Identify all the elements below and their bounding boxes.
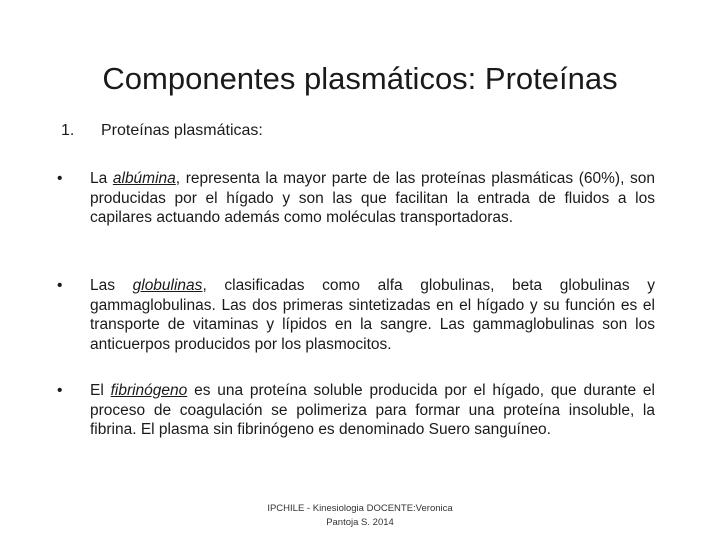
bullet-fibrinogeno	[57, 381, 655, 440]
bullet-prefix: El	[90, 382, 111, 399]
footer-line-2: Pantoja S. 2014	[326, 517, 394, 528]
bullet-text	[90, 276, 655, 354]
numbered-item	[61, 121, 263, 141]
bullet-text	[90, 381, 655, 440]
item-heading: Proteínas plasmáticas:	[101, 122, 263, 139]
bullet-term: fibrinógeno	[110, 382, 188, 399]
slide-footer	[250, 502, 470, 530]
bullet-prefix: La	[90, 170, 113, 187]
bullet-term: albúmina	[112, 170, 176, 187]
bullet-prefix: Las	[90, 277, 133, 294]
bullet-text	[90, 169, 655, 228]
bullet-term: globulinas	[132, 277, 203, 294]
bullet-rest: , representa la mayor parte de las proteínas plasmáticas (60%), son producidas por el hígado y son las que facilitan la entrada de fluidos a los capilares actuando además como moléculas transportadoras.	[90, 170, 655, 226]
bullet-marker: •	[57, 170, 63, 187]
bullet-globulinas	[57, 276, 655, 354]
bullet-marker: •	[57, 277, 63, 294]
bullet-marker: •	[57, 382, 63, 399]
bullet-albumina	[57, 169, 655, 228]
item-number: 1.	[61, 122, 75, 139]
slide-title: Componentes plasmáticos: Proteínas	[102, 61, 618, 96]
bullet-rest: es una proteína soluble producida por el hígado, que durante el proceso de coagulación se polimeriza para formar una proteína insoluble, la fibrina. El plasma sin fibrinógeno es denominado Suero sanguíneo.	[90, 382, 655, 438]
footer-line-1: IPCHILE - Kinesiologia DOCENTE:Veronica	[267, 503, 453, 514]
bullet-rest: , clasificadas como alfa globulinas, beta globulinas y gammaglobulinas. Las dos primeras sintetizadas en el hígado y su función es el transporte de vitaminas y lípidos en la sangre. Las gammaglobulinas son los anticuerpos producidos por los plasmocitos.	[90, 277, 655, 353]
